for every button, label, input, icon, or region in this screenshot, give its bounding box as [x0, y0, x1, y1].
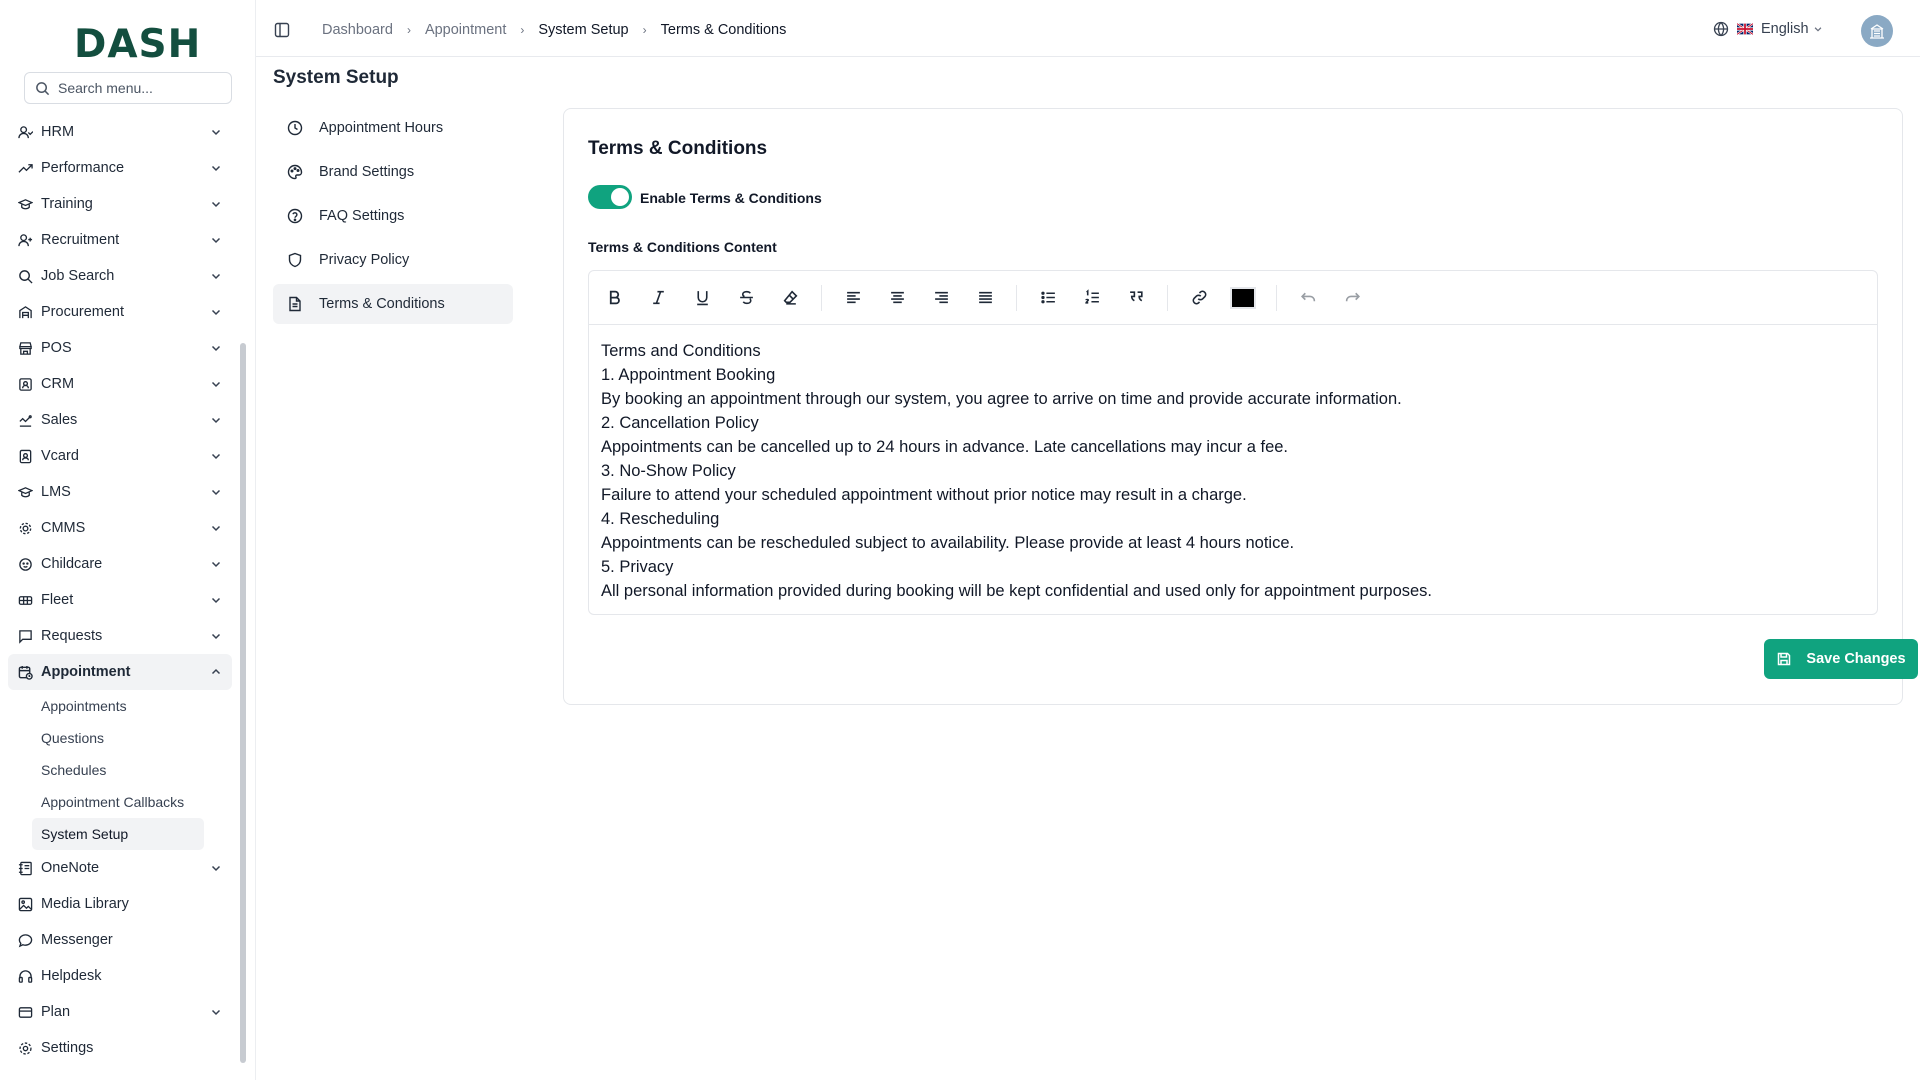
- sidebar-item-sales[interactable]: [8, 402, 232, 438]
- sidebar-menu: [8, 114, 232, 1066]
- sidebar: [0, 0, 255, 1080]
- toolbar-divider: [1016, 285, 1017, 311]
- setup-item-appointment-hours[interactable]: [273, 108, 513, 148]
- uk-flag-icon: [1737, 21, 1753, 37]
- setup-menu: [273, 108, 513, 328]
- redo-button[interactable]: [1339, 285, 1365, 311]
- building-icon: [1868, 22, 1886, 40]
- ordered-list-button[interactable]: [1079, 285, 1105, 311]
- italic-icon: [650, 289, 667, 306]
- bullet-list-icon: [1040, 289, 1057, 306]
- clear-format-button[interactable]: [777, 285, 803, 311]
- chevron-down-icon: [210, 486, 222, 498]
- sidebar-item-messenger[interactable]: [8, 922, 232, 958]
- gear-icon: [17, 1040, 33, 1056]
- sidebar-item-plan[interactable]: [8, 994, 232, 1030]
- quote-icon: [1128, 289, 1145, 306]
- setup-item-privacy-policy[interactable]: [273, 240, 513, 280]
- chevron-down-icon: [210, 1006, 222, 1018]
- users-icon: [17, 124, 33, 140]
- sidebar-item-requests[interactable]: [8, 618, 232, 654]
- editor-line: 5. Privacy: [601, 558, 674, 576]
- editor-line: Failure to attend your scheduled appointment without prior notice may result in a charge.: [601, 486, 1247, 504]
- setup-item-label: Appointment Hours: [319, 120, 444, 136]
- text-color-picker[interactable]: [1230, 287, 1256, 309]
- sidebar-item-onenote[interactable]: [8, 850, 232, 886]
- editor-line: 1. Appointment Booking: [601, 366, 776, 384]
- sidebar-item-appointment[interactable]: [8, 654, 232, 690]
- align-right-button[interactable]: [928, 285, 954, 311]
- editor-line: 4. Rescheduling: [601, 510, 720, 528]
- terms-card: [563, 108, 1906, 705]
- bold-icon: [606, 289, 623, 306]
- underline-icon: [694, 289, 711, 306]
- fleet-icon: [17, 592, 33, 608]
- sidebar-item-hrm[interactable]: [8, 114, 232, 150]
- chevron-down-icon: [210, 522, 222, 534]
- breadcrumb: [322, 22, 786, 38]
- calendar-clock-icon: [17, 664, 33, 680]
- help-circle-icon: [287, 208, 303, 224]
- language-selector[interactable]: [1713, 21, 1823, 37]
- sidebar-scrollbar[interactable]: [240, 343, 246, 1063]
- breadcrumb-current: Terms & Conditions: [660, 22, 787, 38]
- align-center-icon: [889, 289, 906, 306]
- sidebar-item-label: LMS: [41, 484, 71, 500]
- ordered-list-icon: [1084, 289, 1101, 306]
- toolbar-divider: [821, 285, 822, 311]
- sidebar-item-cmms[interactable]: [8, 510, 232, 546]
- blockquote-button[interactable]: [1123, 285, 1149, 311]
- message-icon: [17, 628, 33, 644]
- chevron-down-icon: [210, 450, 222, 462]
- breadcrumb-system-setup[interactable]: System Setup: [538, 22, 629, 38]
- save-changes-label: Save Changes: [1806, 651, 1906, 667]
- globe-icon: [1713, 21, 1729, 37]
- breadcrumb-dashboard[interactable]: Dashboard: [322, 22, 393, 38]
- sidebar-item-settings[interactable]: [8, 1030, 232, 1066]
- setup-item-label: Brand Settings: [319, 164, 415, 180]
- main-area: [255, 0, 1920, 1080]
- eraser-icon: [782, 289, 799, 306]
- align-left-button[interactable]: [840, 285, 866, 311]
- sidebar-item-fleet[interactable]: [8, 582, 232, 618]
- link-icon: [1191, 289, 1208, 306]
- bold-button[interactable]: [601, 285, 627, 311]
- breadcrumb-appointment[interactable]: Appointment: [424, 22, 507, 38]
- chevron-down-icon: [210, 594, 222, 606]
- sidebar-toggle-icon[interactable]: [274, 22, 290, 38]
- setup-item-label: FAQ Settings: [319, 208, 405, 224]
- page-title: System Setup: [273, 67, 399, 88]
- sidebar-item-label: HRM: [41, 124, 75, 140]
- sidebar-item-label: OneNote: [41, 860, 100, 876]
- chevron-right-icon: ›: [642, 23, 647, 37]
- chevron-down-icon: [210, 162, 222, 174]
- chevron-down-icon: [210, 198, 222, 210]
- submenu-item-schedules[interactable]: Schedules: [41, 762, 107, 778]
- sidebar-item-vcard[interactable]: [8, 438, 232, 474]
- sidebar-item-pos[interactable]: [8, 330, 232, 366]
- redo-icon: [1344, 289, 1361, 306]
- chevron-down-icon: [210, 862, 222, 874]
- chevron-down-icon: [210, 270, 222, 282]
- bullet-list-button[interactable]: [1035, 285, 1061, 311]
- setup-item-label: Privacy Policy: [319, 252, 410, 268]
- toolbar-divider: [1167, 285, 1168, 311]
- chevron-down-icon: [210, 126, 222, 138]
- sidebar-item-label: Requests: [41, 628, 103, 644]
- editor-line: 3. No-Show Policy: [601, 462, 736, 480]
- rich-text-editor: [588, 270, 1878, 615]
- sidebar-item-recruitment[interactable]: [8, 222, 232, 258]
- chevron-down-icon: [210, 558, 222, 570]
- clock-icon: [287, 120, 303, 136]
- chevron-down-icon: [1813, 24, 1823, 34]
- sidebar-item-label: Training: [41, 196, 93, 212]
- search-icon: [35, 81, 50, 96]
- graduation-icon: [17, 196, 33, 212]
- search-box[interactable]: [24, 72, 232, 104]
- strikethrough-icon: [738, 289, 755, 306]
- search-input[interactable]: [58, 80, 218, 96]
- sidebar-item-label: Helpdesk: [41, 968, 102, 984]
- sidebar-item-label: CRM: [41, 376, 75, 392]
- setup-item-faq-settings[interactable]: [273, 196, 513, 236]
- chevron-down-icon: [210, 630, 222, 642]
- top-bar: [256, 0, 1920, 57]
- avatar[interactable]: [1861, 15, 1893, 47]
- align-center-button[interactable]: [884, 285, 910, 311]
- shield-icon: [287, 252, 303, 268]
- content-label: Terms & Conditions Content: [588, 239, 777, 255]
- chevron-right-icon: ›: [520, 23, 525, 37]
- enable-terms-label: Enable Terms & Conditions: [640, 190, 822, 206]
- editor-line: Appointments can be cancelled up to 24 hours in advance. Late cancellations may incur a fee.: [601, 438, 1289, 456]
- editor-content[interactable]: [589, 325, 1877, 617]
- sidebar-item-label: Job Search: [41, 268, 115, 284]
- card-title: Terms & Conditions: [588, 138, 768, 159]
- toolbar-divider: [1276, 285, 1277, 311]
- contact-icon: [17, 376, 33, 392]
- editor-line: Appointments can be rescheduled subject to availability. Please provide at least 4 hours notice.: [601, 534, 1295, 552]
- notebook-icon: [17, 860, 33, 876]
- chevron-down-icon: [210, 234, 222, 246]
- sidebar-item-label: Settings: [41, 1040, 94, 1056]
- sidebar-item-label: Plan: [41, 1004, 71, 1020]
- sidebar-item-media-library[interactable]: [8, 886, 232, 922]
- sidebar-item-crm[interactable]: [8, 366, 232, 402]
- image-icon: [17, 896, 33, 912]
- chevron-down-icon: [210, 306, 222, 318]
- editor-toolbar: [589, 271, 1877, 325]
- search-icon: [17, 268, 33, 284]
- save-changes-button[interactable]: [1764, 639, 1918, 679]
- sidebar-item-lms[interactable]: [8, 474, 232, 510]
- procurement-icon: [17, 304, 33, 320]
- sidebar-item-label: Appointment: [41, 664, 131, 680]
- save-icon: [1776, 651, 1792, 667]
- editor-line: By booking an appointment through our system, you agree to arrive on time and provide accurate information.: [601, 390, 1402, 408]
- childcare-icon: [17, 556, 33, 572]
- italic-button[interactable]: [645, 285, 671, 311]
- sidebar-item-label: Procurement: [41, 304, 125, 320]
- sidebar-item-label: Recruitment: [41, 232, 120, 248]
- setup-item-terms-conditions[interactable]: [273, 284, 513, 324]
- cog-icon: [17, 520, 33, 536]
- align-left-icon: [845, 289, 862, 306]
- sidebar-item-label: POS: [41, 340, 72, 356]
- align-justify-icon: [977, 289, 994, 306]
- user-plus-icon: [17, 232, 33, 248]
- editor-line: Terms and Conditions: [601, 342, 761, 360]
- chevron-right-icon: ›: [406, 23, 411, 37]
- sidebar-item-helpdesk[interactable]: [8, 958, 232, 994]
- align-right-icon: [933, 289, 950, 306]
- submenu-item-system-setup[interactable]: System Setup: [32, 818, 204, 850]
- toggle-knob: [611, 188, 629, 206]
- sidebar-item-performance[interactable]: [8, 150, 232, 186]
- language-label: English: [1761, 21, 1809, 37]
- lms-icon: [17, 484, 33, 500]
- sidebar-item-label: Sales: [41, 412, 78, 428]
- palette-icon: [287, 164, 303, 180]
- submenu-item-questions[interactable]: Questions: [41, 730, 105, 746]
- sidebar-item-training[interactable]: [8, 186, 232, 222]
- sidebar-item-childcare[interactable]: [8, 546, 232, 582]
- editor-line: All personal information provided during booking will be kept confidential and used only for appointment purposes.: [601, 582, 1433, 600]
- sidebar-item-label: Fleet: [41, 592, 74, 608]
- sidebar-item-job-search[interactable]: [8, 258, 232, 294]
- chevron-down-icon: [210, 414, 222, 426]
- align-justify-button[interactable]: [972, 285, 998, 311]
- chevron-down-icon: [210, 378, 222, 390]
- undo-button[interactable]: [1295, 285, 1321, 311]
- setup-item-brand-settings[interactable]: [273, 152, 513, 192]
- card-icon: [17, 1004, 33, 1020]
- submenu-item-appointments[interactable]: Appointments: [41, 698, 127, 714]
- chevron-down-icon: [210, 342, 222, 354]
- appointment-submenu: [8, 690, 232, 850]
- submenu-item-appointment-callbacks[interactable]: Appointment Callbacks: [41, 794, 185, 810]
- strikethrough-button[interactable]: [733, 285, 759, 311]
- undo-icon: [1300, 289, 1317, 306]
- enable-terms-toggle[interactable]: [588, 185, 632, 209]
- store-icon: [17, 340, 33, 356]
- link-button[interactable]: [1186, 285, 1212, 311]
- vcard-icon: [17, 448, 33, 464]
- sidebar-item-label: Media Library: [41, 896, 129, 912]
- chat-icon: [17, 932, 33, 948]
- document-icon: [287, 296, 303, 312]
- trend-icon: [17, 160, 33, 176]
- chevron-up-icon: [210, 666, 222, 678]
- sidebar-item-label: Vcard: [41, 448, 79, 464]
- headset-icon: [17, 968, 33, 984]
- setup-item-label: Terms & Conditions: [319, 296, 445, 312]
- editor-line: 2. Cancellation Policy: [601, 414, 759, 432]
- sidebar-item-label: Childcare: [41, 556, 103, 572]
- sidebar-item-label: CMMS: [41, 520, 86, 536]
- sidebar-item-procurement[interactable]: [8, 294, 232, 330]
- underline-button[interactable]: [689, 285, 715, 311]
- sidebar-item-label: Performance: [41, 160, 125, 176]
- sales-icon: [17, 412, 33, 428]
- logo[interactable]: DASH: [74, 22, 202, 67]
- sidebar-item-label: Messenger: [41, 932, 113, 948]
